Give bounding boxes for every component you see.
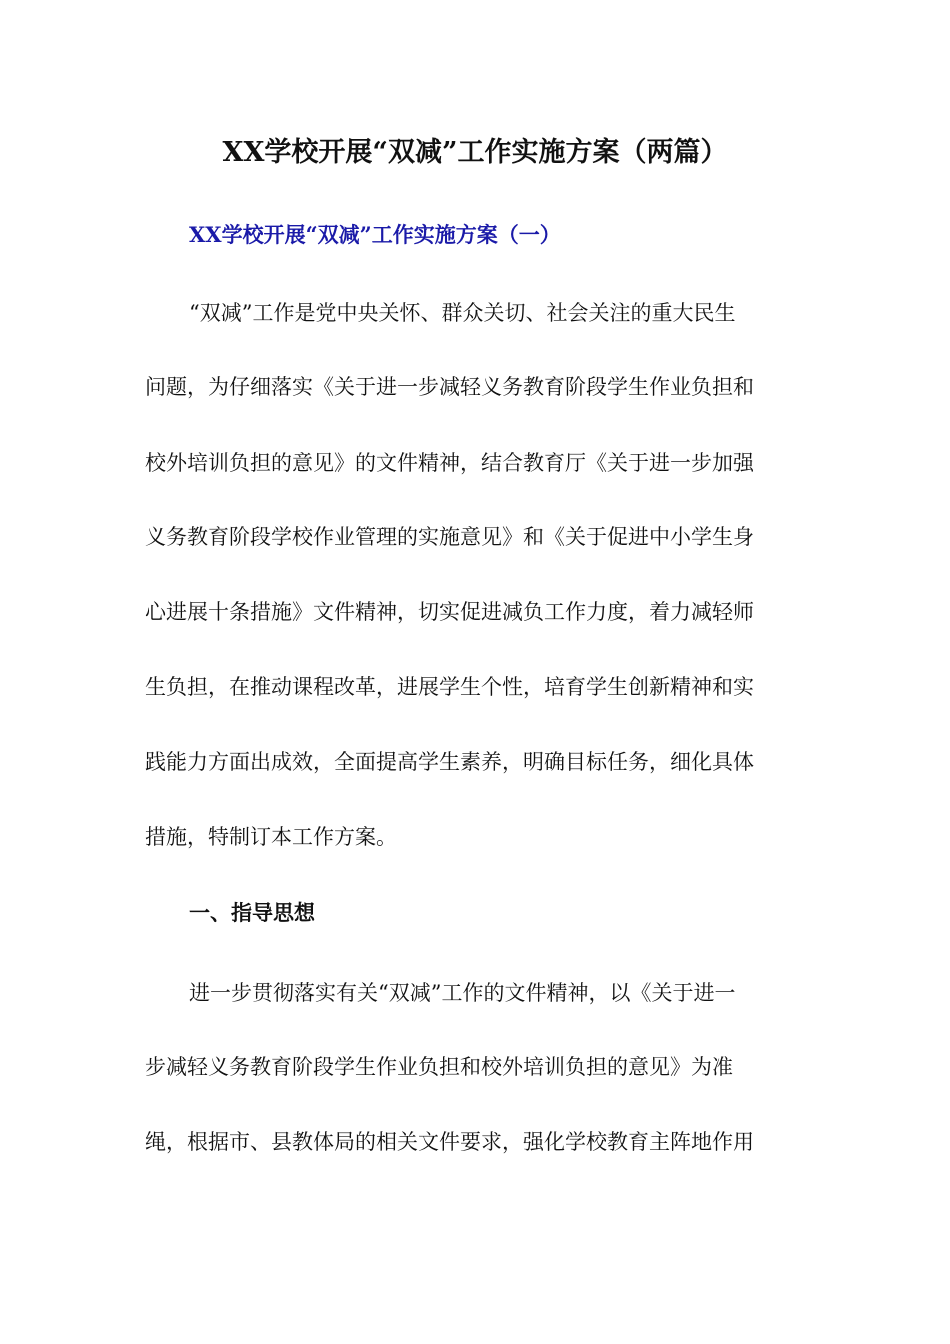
section-heading-guiding-ideology: 一、指导思想 (189, 900, 315, 925)
paragraph1-line-3: 校外培训负担的意见》的文件精神，结合教育厅《关于进一步加强 (145, 451, 754, 475)
paragraph1-line-1: “双减”工作是党中央关怀、群众关切、社会关注的重大民生 (189, 301, 736, 325)
paragraph1-line-5: 心进展十条措施》文件精神，切实促进减负工作力度，着力减轻师 (145, 600, 754, 624)
paragraph2-line-3: 绳，根据市、县教体局的相关文件要求，强化学校教育主阵地作用 (145, 1130, 754, 1154)
paragraph1-line-6: 生负担，在推动课程改革，进展学生个性，培育学生创新精神和实 (145, 675, 754, 699)
paragraph2-line-2: 步减轻义务教育阶段学生作业负担和校外培训负担的意见》为准 (145, 1055, 733, 1079)
document-title: XX学校开展“双减”工作实施方案（两篇） (222, 137, 728, 168)
paragraph1-line-8: 措施，特制订本工作方案。 (145, 825, 397, 849)
paragraph1-line-7: 践能力方面出成效，全面提高学生素养，明确目标任务，细化具体 (145, 750, 754, 774)
paragraph2-line-1: 进一步贯彻落实有关“双减”工作的文件精神，以《关于进一 (189, 981, 736, 1005)
paragraph1-line-4: 义务教育阶段学校作业管理的实施意见》和《关于促进中小学生身 (145, 525, 754, 549)
paragraph1-line-2: 问题，为仔细落实《关于进一步减轻义务教育阶段学生作业负担和 (145, 375, 754, 399)
document-subtitle: XX学校开展“双减”工作实施方案（一） (189, 222, 561, 247)
